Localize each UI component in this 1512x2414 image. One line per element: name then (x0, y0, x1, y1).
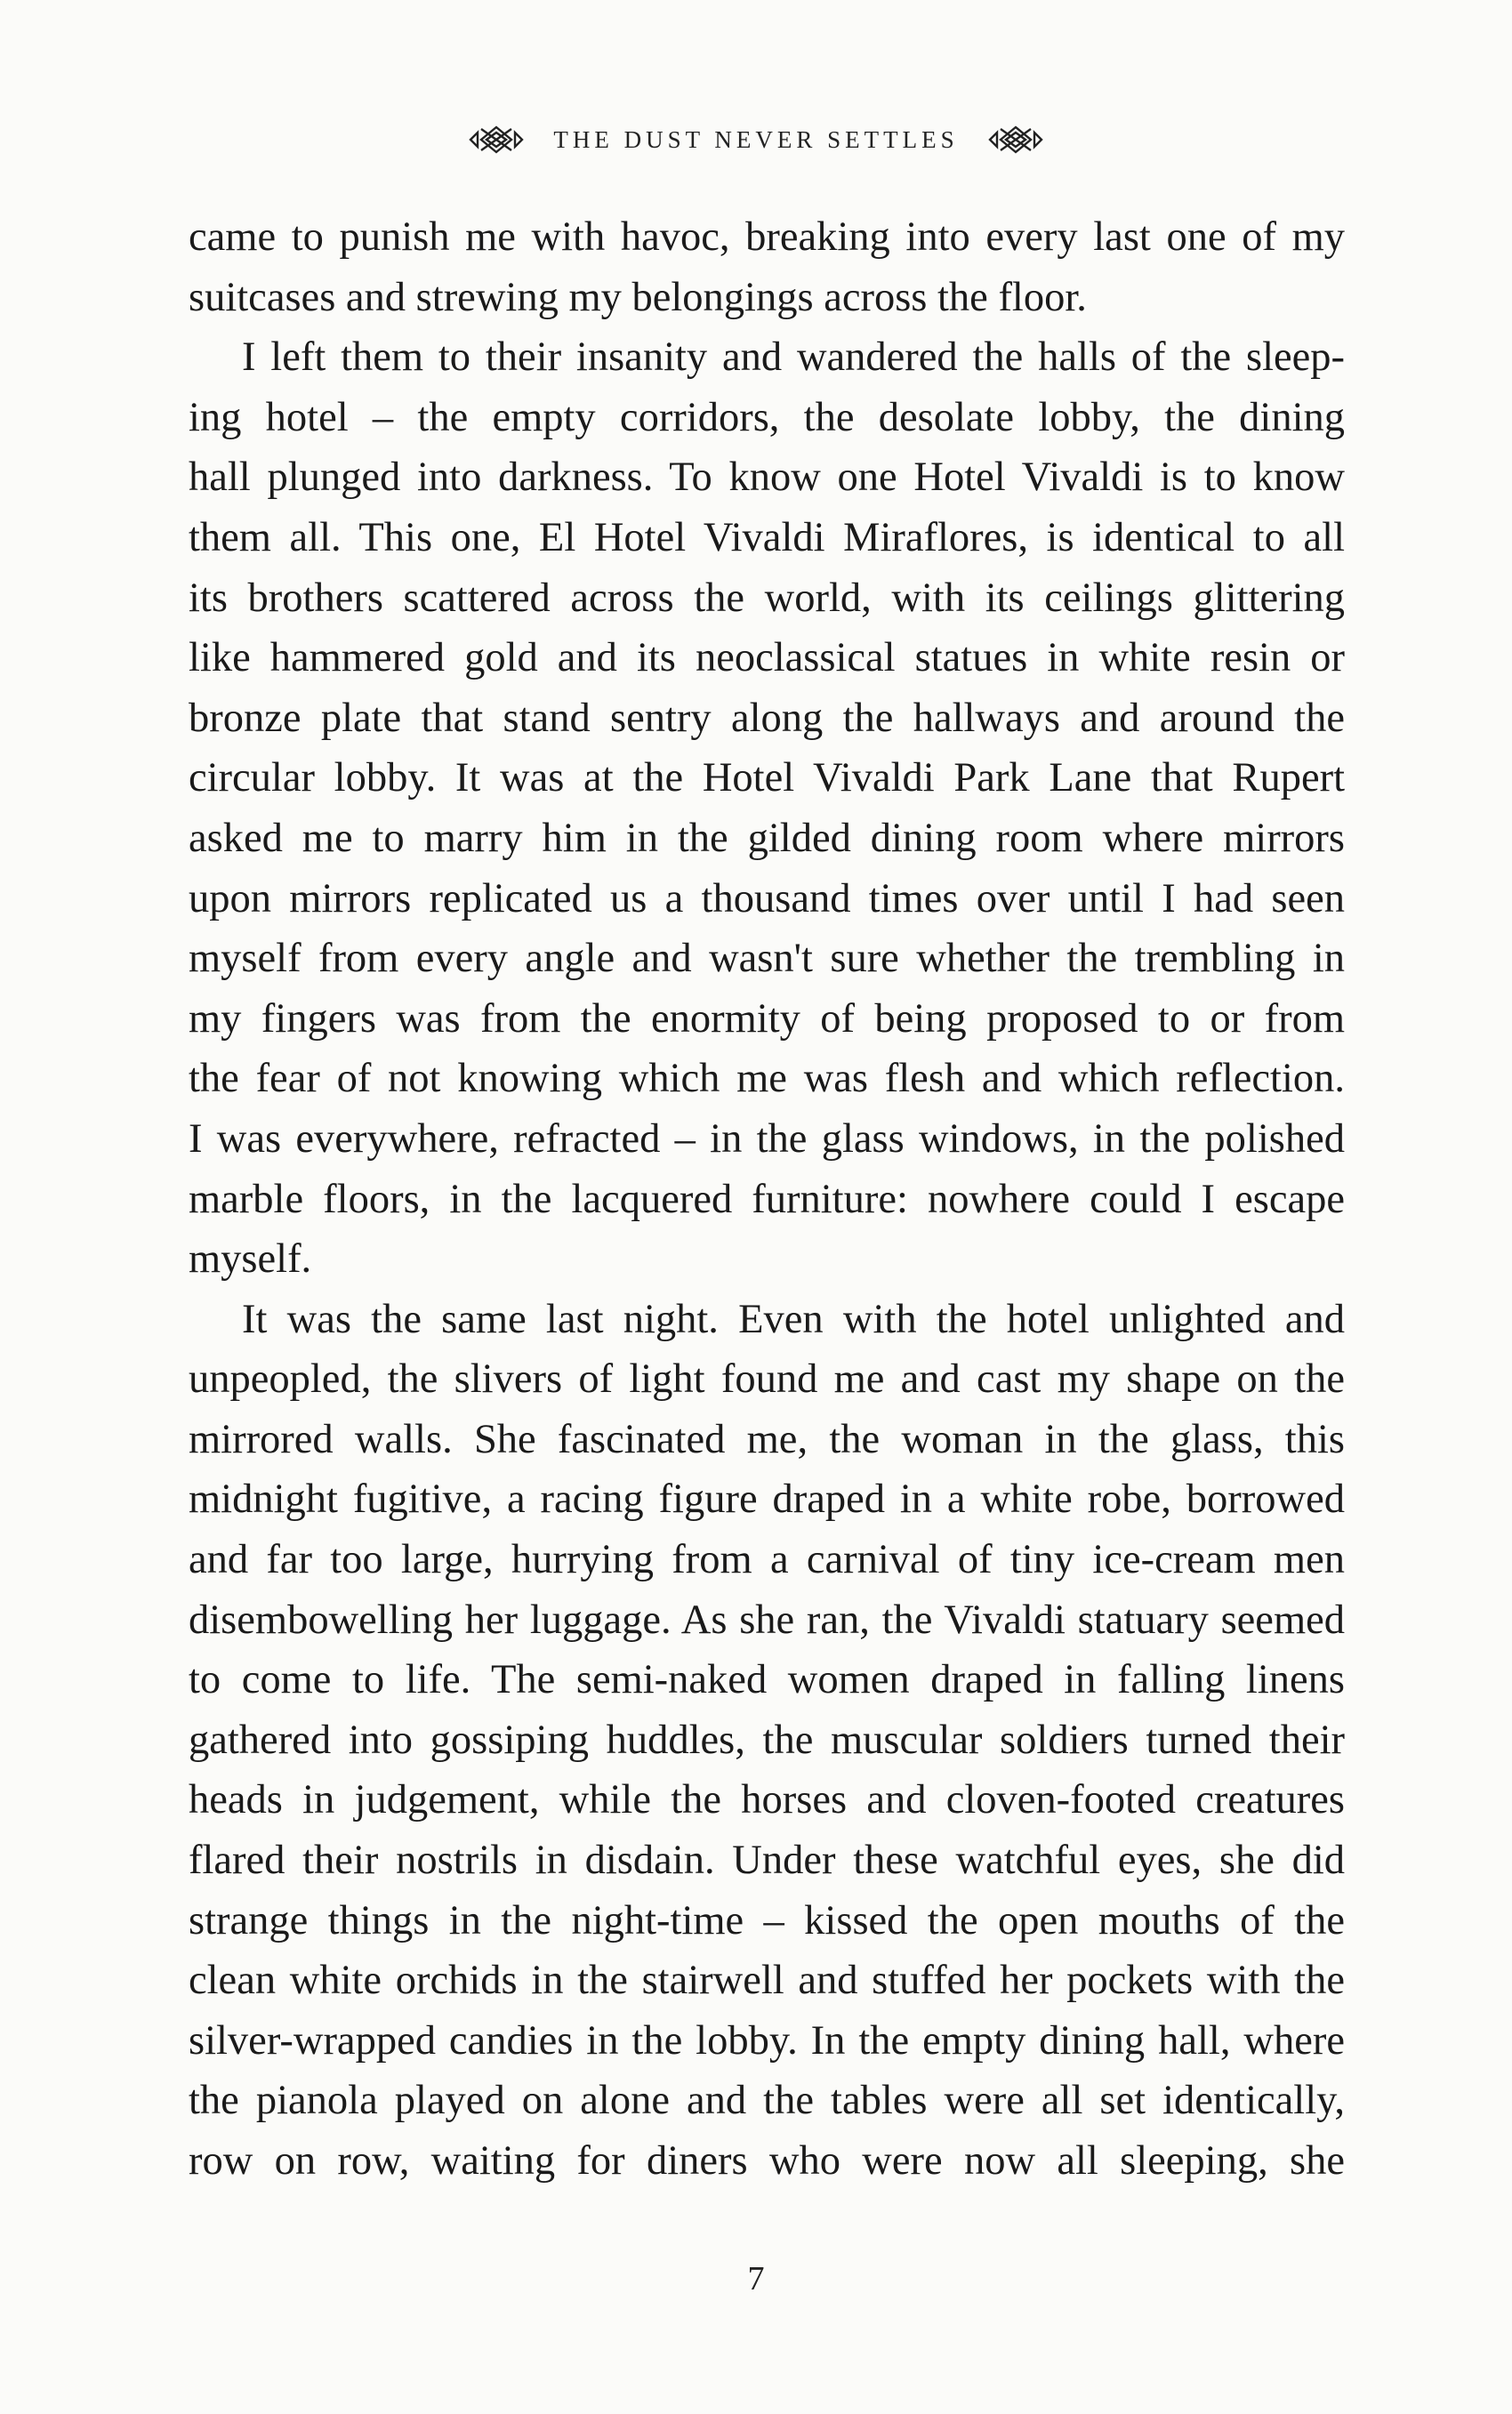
text-line: clean white orchids in the stairwell and stuffed her pockets with the (189, 1958, 1345, 2004)
text-line: its brothers scattered across the world, with its ceilings glittering (189, 575, 1345, 621)
text-line: bronze plate that stand sentry along the hallways and around the (189, 695, 1345, 741)
text-line: myself. (189, 1236, 312, 1283)
text-line: them all. This one, El Hotel Vivaldi Miraflores, is identical to all (189, 514, 1345, 560)
ornament-icon (469, 122, 524, 157)
text-line: ing hotel – the empty corridors, the desolate lobby, the dining (189, 394, 1345, 440)
text-line: strange things in the night-time – kissed the open mouths of the (189, 1897, 1345, 1943)
text-line: heads in judgement, while the horses and cloven-footed creatures (189, 1777, 1345, 1823)
text-line: unpeopled, the slivers of light found me and cast my shape on the (189, 1356, 1345, 1403)
text-line: like hammered gold and its neoclassical statues in white resin or (189, 635, 1345, 681)
running-header (0, 119, 1512, 157)
text-line: gathered into gossiping huddles, the muscular soldiers turned their (189, 1717, 1345, 1763)
text-line: my fingers was from the enormity of being proposed to or from (189, 995, 1345, 1042)
body-text (189, 207, 1345, 2192)
text-line: row on row, waiting for diners who were now all sleeping, she (189, 2138, 1345, 2184)
ornament-icon (988, 122, 1043, 157)
page-number: 7 (747, 2260, 765, 2297)
text-line: came to punish me with havoc, breaking into every last one of my (189, 214, 1345, 260)
text-line: silver-wrapped candies in the lobby. In the empty dining hall, where (189, 2017, 1345, 2064)
text-line: mirrored walls. She fascinated me, the woman in the glass, this (189, 1416, 1345, 1462)
text-line: midnight fugitive, a racing figure draped in a white robe, borrowed (189, 1477, 1345, 1523)
text-line: suitcases and strewing my belongings across the floor. (189, 274, 1087, 320)
text-line: upon mirrors replicated us a thousand times over until I had seen (189, 875, 1345, 921)
text-line: to come to life. The semi-naked women draped in falling linens (189, 1657, 1345, 1703)
text-line: and far too large, hurrying from a carnival of tiny ice-cream men (189, 1537, 1345, 1583)
paragraph (189, 207, 1345, 327)
text-line: I was everywhere, refracted – in the glass windows, in the polished (189, 1115, 1345, 1162)
text-line: It was the same last night. Even with the hotel unlighted and (242, 1296, 1345, 1342)
text-line: marble floors, in the lacquered furniture: nowhere could I escape (189, 1176, 1345, 1222)
text-line: I left them to their insanity and wandered the halls of the sleep- (242, 334, 1345, 381)
text-line: the pianola played on alone and the tables were all set identically, (189, 2078, 1345, 2124)
text-line: the fear of not knowing which me was flesh and which reflection. (189, 1056, 1345, 1102)
text-line: circular lobby. It was at the Hotel Vivaldi Park Lane that Rupert (189, 755, 1345, 801)
text-line: flared their nostrils in disdain. Under these watchful eyes, she did (189, 1838, 1345, 1884)
running-title: THE DUST NEVER SETTLES (553, 125, 959, 153)
text-line: asked me to marry him in the gilded dining room where mirrors (189, 815, 1345, 861)
text-line: disembowelling her luggage. As she ran, the Vivaldi statuary seemed (189, 1597, 1345, 1643)
paragraph (189, 1290, 1345, 2192)
text-line: hall plunged into darkness. To know one Hotel Vivaldi is to know (189, 455, 1345, 501)
paragraph (189, 327, 1345, 1290)
text-line: myself from every angle and wasn't sure whether the trembling in (189, 936, 1345, 982)
